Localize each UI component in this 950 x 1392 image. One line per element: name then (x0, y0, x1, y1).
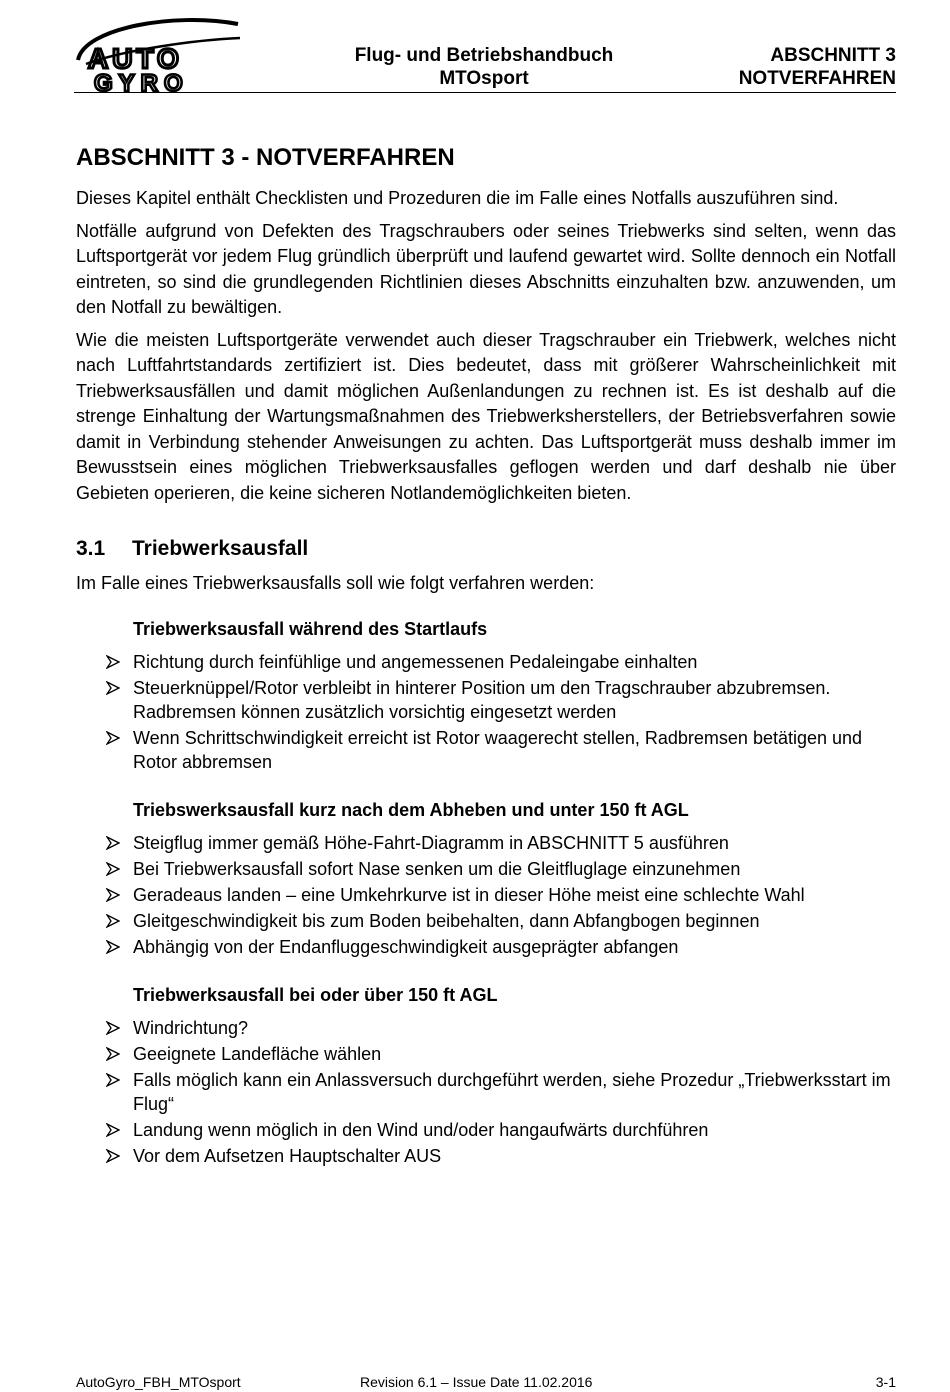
checklist-item (76, 1118, 896, 1142)
page-content (76, 143, 896, 1170)
arrow-bullet-icon (106, 862, 120, 876)
checklist-group (76, 617, 896, 774)
checklist-item (76, 1042, 896, 1066)
checklist-title: Triebwerksausfall während des Startlaufs (133, 618, 488, 639)
checklist-item-text: Geradeaus landen – eine Umkehrkurve ist in dieser Höhe meist eine schlechte Wahl (133, 884, 805, 905)
arrow-bullet-icon (106, 681, 120, 695)
checklist-group (76, 798, 896, 959)
paragraph: Dieses Kapitel enthält Checklisten und Prozeduren die im Falle eines Notfalls auszuführen sind. (76, 188, 839, 208)
paragraph: Wie die meisten Luftsportgeräte verwendet auch dieser Tragschrauber ein Triebwerk, welches nicht nach Luftfahrtstandards zertifiziert ist. Dies bedeutet, dass mit größerer Wahrscheinlichkeit mit Triebwerksausfällen und damit möglichen Außenlandungen zu rechnen ist. Es ist deshalb auf die strenge Einhaltung der Wartungsmaßnahmen des Triebwerksherstellers, der Betriebsverfahren sowie damit in Verbindung stehender Anweisungen zu achten. Das Luftsportgerät muss deshalb immer im Bewusstsein eines möglichen Triebwerksausfalles geflogen werden und darf deshalb nie über Gebieten operieren, die keine sicheren Notlandemöglichkeiten bieten. (76, 329, 896, 503)
section-title: Triebwerksausfall (132, 537, 309, 560)
arrow-bullet-icon (106, 1123, 120, 1137)
checklist (76, 1016, 896, 1168)
section-label (739, 44, 896, 90)
checklist-item-text: Wenn Schrittschwindigkeit erreicht ist Rotor waagerecht stellen, Radbremsen betätigen und Rotor abbremsen (133, 727, 863, 772)
checklist-item-text: Windrichtung? (133, 1017, 249, 1038)
checklist-item (76, 1144, 896, 1168)
arrow-bullet-icon (106, 940, 120, 954)
checklist-item-text: Geeignete Landefläche wählen (133, 1043, 382, 1064)
checklist-item (76, 1068, 896, 1116)
page-number: 3-1 (875, 1374, 896, 1390)
checklist-item (76, 1016, 896, 1040)
checklist-item-text: Abhängig von der Endanfluggeschwindigkeit ausgeprägter abfangen (133, 936, 679, 957)
checklist-item (76, 831, 896, 855)
autogyro-logo (74, 14, 244, 92)
revision-info: Revision 6.1 – Issue Date 11.02.2016 (360, 1374, 593, 1390)
checklist-item (76, 650, 896, 674)
checklist-title: Triebwerksausfall bei oder über 150 ft AGL (133, 984, 498, 1005)
checklist-item (76, 676, 896, 724)
arrow-bullet-icon (106, 1021, 120, 1035)
checklist-title: Triebswerksausfall kurz nach dem Abheben und unter 150 ft AGL (133, 799, 689, 820)
manual-title-line1: Flug- und Betriebshandbuch (354, 45, 614, 66)
manual-title (344, 44, 624, 90)
section-label-line1: ABSCHNITT 3 (770, 45, 896, 66)
svg-text:AUTO: AUTO (88, 43, 183, 74)
document-id: AutoGyro_FBH_MTOsport (76, 1374, 241, 1390)
checklist-item-text: Richtung durch feinfühlige und angemessenen Pedaleingabe einhalten (133, 651, 698, 672)
paragraph: Notfälle aufgrund von Defekten des Tragschraubers oder seines Triebwerks sind selten, wenn das Luftsportgerät vor jedem Flug gründlich überprüft und laufend gewartet wird. Sollte dennoch ein Notfall eintreten, so sind die grundlegenden Richtlinien dieses Abschnitts einzuhalten bzw. anzuwenden, um den Notfall zu bewältigen. (76, 220, 896, 317)
chapter-heading: ABSCHNITT 3 - NOTVERFAHREN (76, 144, 455, 171)
arrow-bullet-icon (106, 836, 120, 850)
checklist-item (76, 909, 896, 933)
checklist-item-text: Gleitgeschwindigkeit bis zum Boden beibehalten, dann Abfangbogen beginnen (133, 910, 760, 931)
checklist-item-text: Falls möglich kann ein Anlassversuch durchgeführt werden, siehe Prozedur „Triebwerksstart im Flug“ (133, 1069, 891, 1114)
arrow-bullet-icon (106, 888, 120, 902)
arrow-bullet-icon (106, 1047, 120, 1061)
section-number: 3.1 (76, 537, 106, 560)
checklist-item-text: Landung wenn möglich in den Wind und/oder hangaufwärts durchführen (133, 1119, 709, 1140)
checklist-item-text: Steigflug immer gemäß Höhe-Fahrt-Diagramm in ABSCHNITT 5 ausführen (133, 832, 729, 853)
arrow-bullet-icon (106, 914, 120, 928)
manual-title-line2: MTOsport (439, 68, 529, 89)
section-intro: Im Falle eines Triebwerksausfalls soll wie folgt verfahren werden: (76, 573, 595, 593)
checklist-item (76, 883, 896, 907)
arrow-bullet-icon (106, 655, 120, 669)
checklist-item-text: Bei Triebwerksausfall sofort Nase senken um die Gleitfluglage einzunehmen (133, 858, 741, 879)
checklist (76, 650, 896, 774)
section-heading (76, 536, 896, 562)
page-header (74, 14, 896, 93)
checklist-item (76, 726, 896, 774)
arrow-bullet-icon (106, 1073, 120, 1087)
checklist-item (76, 857, 896, 881)
checklist-item-text: Vor dem Aufsetzen Hauptschalter AUS (133, 1145, 442, 1166)
checklist-group (76, 983, 896, 1168)
section-label-line2: NOTVERFAHREN (738, 68, 896, 89)
svg-text:GYRO: GYRO (94, 70, 189, 92)
arrow-bullet-icon (106, 1149, 120, 1163)
arrow-bullet-icon (106, 731, 120, 745)
checklist (76, 831, 896, 959)
checklist-item (76, 935, 896, 959)
checklist-item-text: Steuerknüppel/Rotor verbleibt in hinterer Position um den Tragschrauber abzubremsen. Radbremsen können zusätzlich vorsichtig eingesetzt werden (133, 677, 831, 722)
